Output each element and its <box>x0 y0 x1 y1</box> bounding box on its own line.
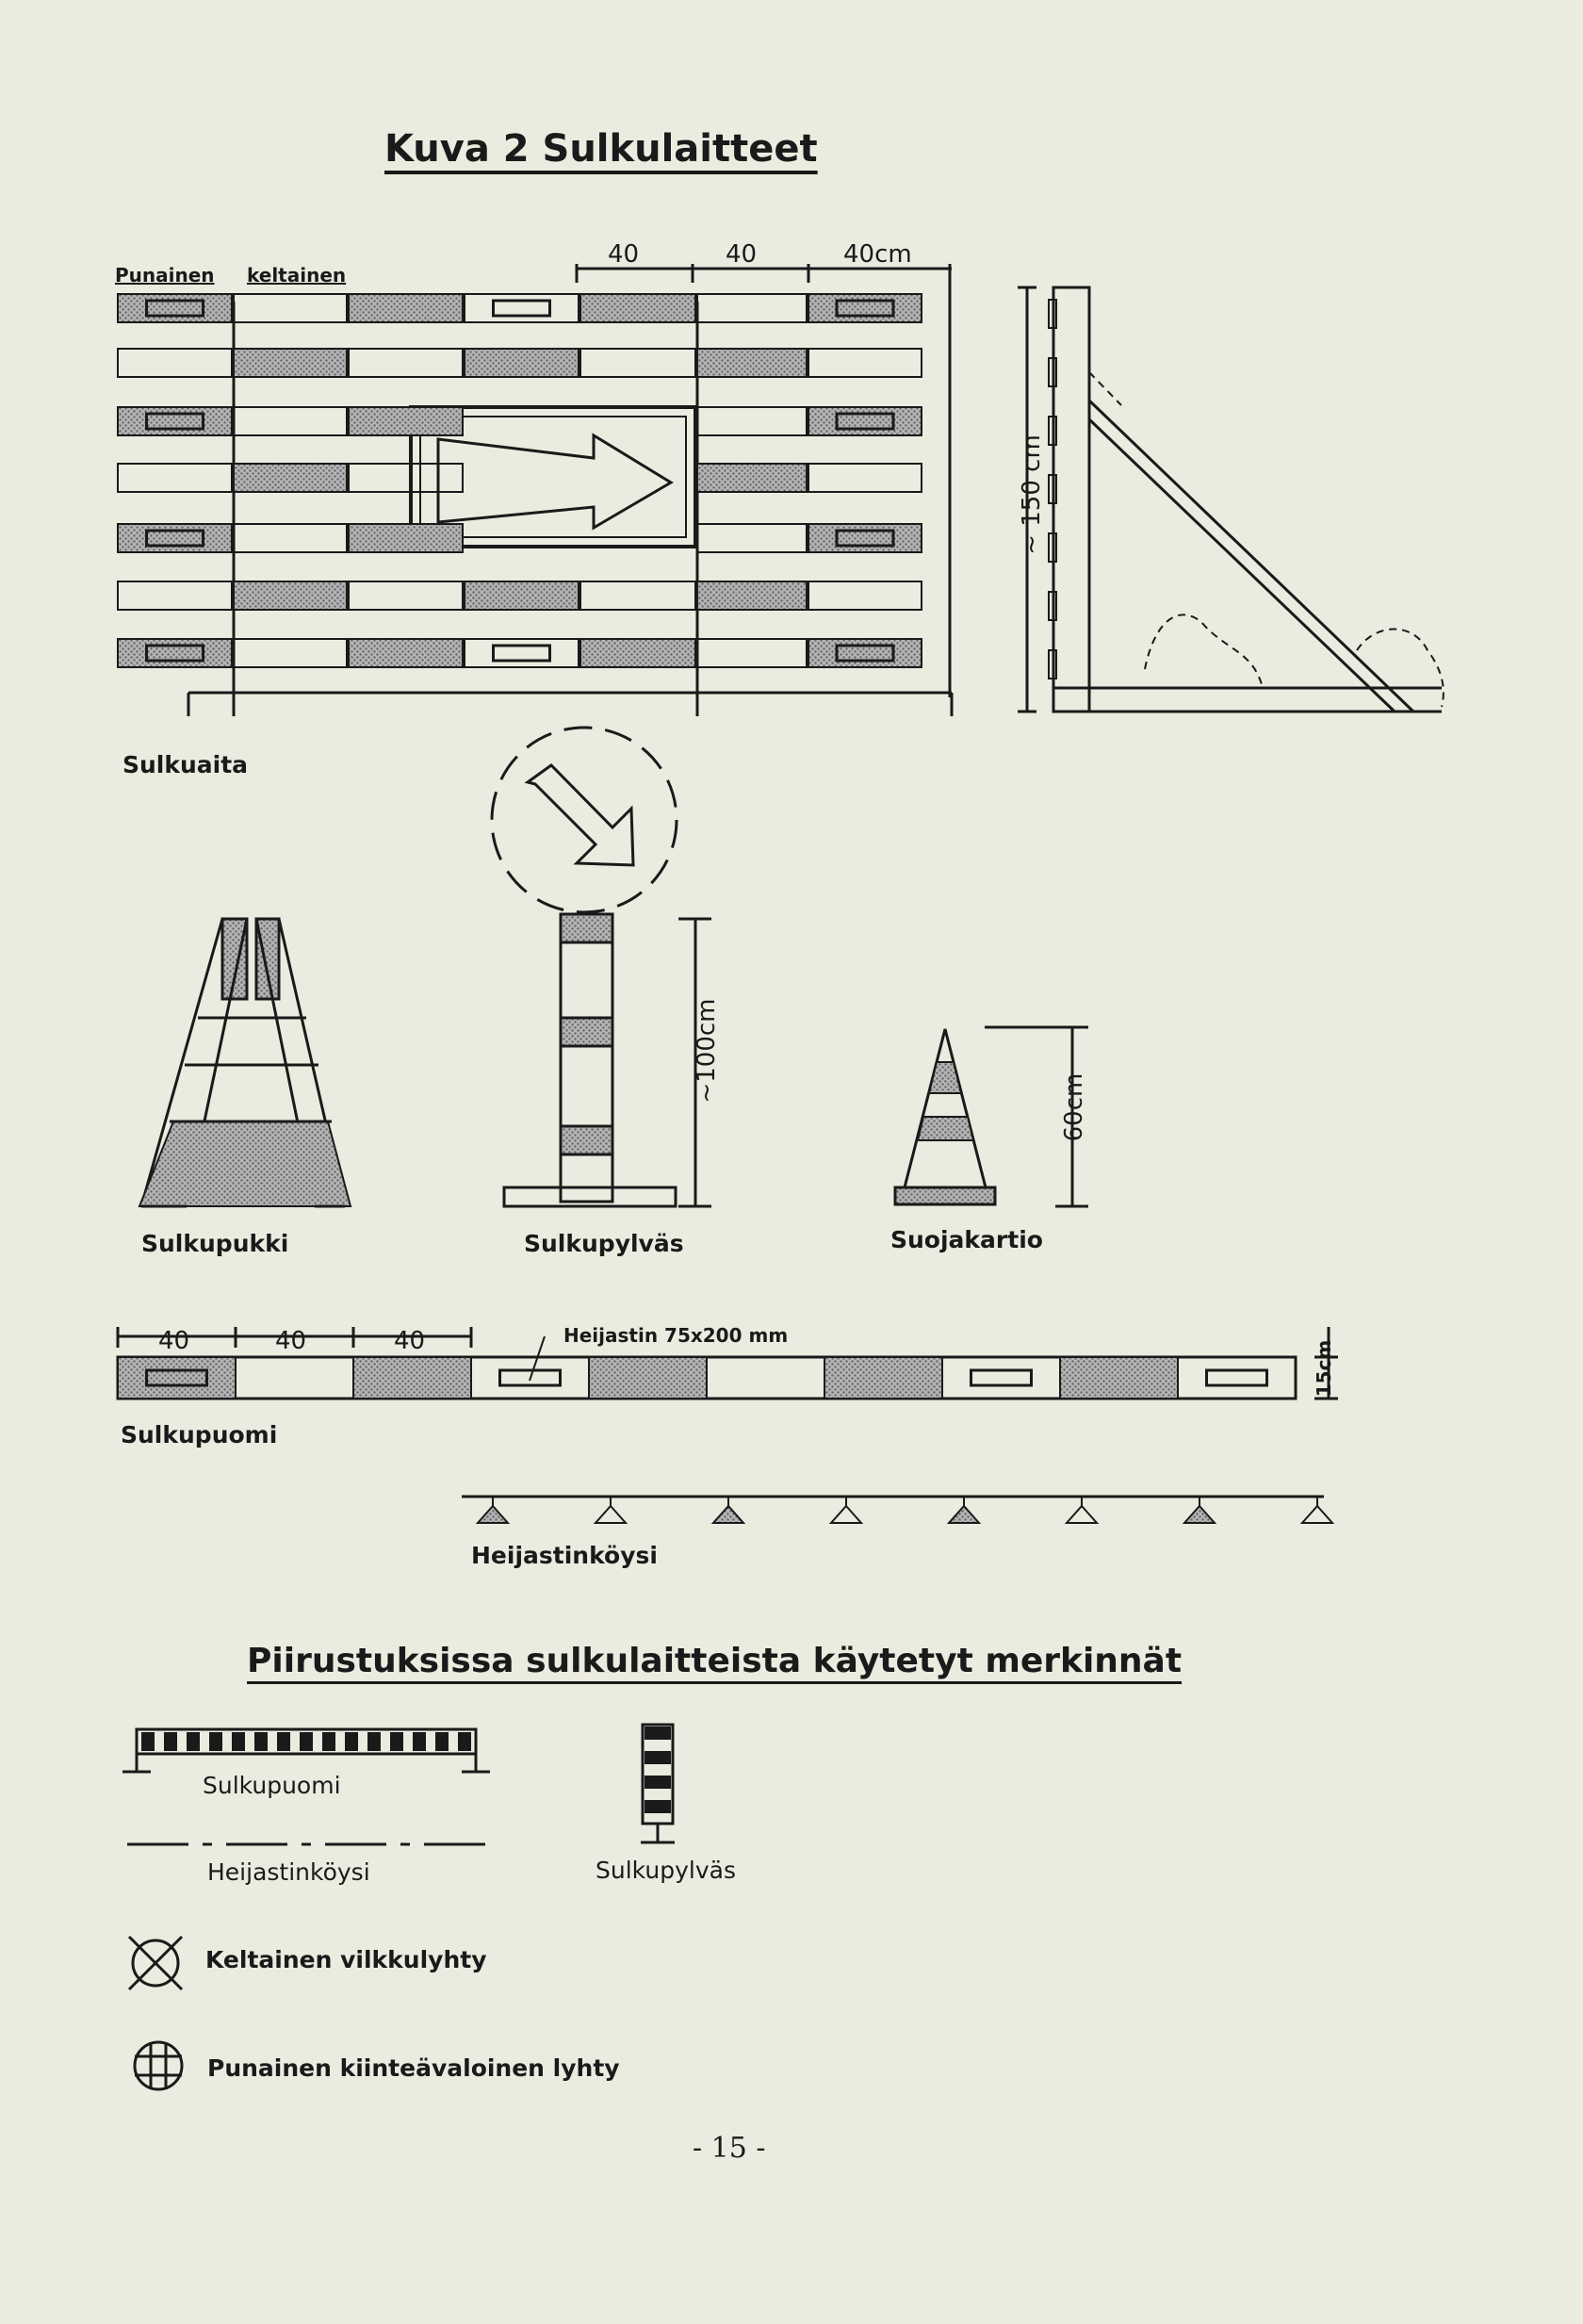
fence-board <box>118 639 232 667</box>
fence-board <box>580 639 695 667</box>
sulkupukki-label: Sulkupukki <box>141 1230 289 1257</box>
legend-beam-block <box>345 1732 358 1751</box>
figure-title: Kuva 2 Sulkulaitteet <box>384 127 818 171</box>
legend-sulkupylvas-label: Sulkupylväs <box>596 1857 736 1884</box>
legend-sulkupylvas-blocks <box>645 1727 671 1813</box>
heijastinkoysi-label: Heijastinköysi <box>471 1542 658 1569</box>
sulkupuomi-segment <box>1060 1357 1178 1399</box>
sulkupuomi-segment <box>1178 1357 1296 1399</box>
sulkupuomi-segment <box>353 1357 471 1399</box>
legend-sulkupuomi-blocks <box>141 1732 471 1751</box>
fence-board <box>118 349 232 377</box>
fence-board <box>118 464 232 492</box>
legend-post-block <box>645 1776 671 1789</box>
sulkupylvas-height-label: ~100cm <box>693 998 721 1104</box>
fence-board <box>465 581 579 610</box>
fence-board <box>234 581 347 610</box>
fence-dim-3: 40cm <box>843 240 912 269</box>
fence-board <box>808 639 922 667</box>
sulkupylvas-post <box>492 728 711 1206</box>
fence-board <box>465 294 579 322</box>
legend-beam-block <box>164 1732 177 1751</box>
legend-post-block <box>645 1751 671 1764</box>
fence-board <box>697 349 807 377</box>
fence-board <box>234 464 347 492</box>
fence-board <box>234 524 347 552</box>
rope-reflector-triangle <box>596 1506 626 1523</box>
fence-reflector <box>494 301 550 316</box>
legend-beam-block <box>435 1732 449 1751</box>
fence-board <box>808 407 922 435</box>
rope-reflector-triangle <box>1302 1506 1332 1523</box>
sandbag-icon <box>1145 614 1263 688</box>
legend-beam-block <box>390 1732 403 1751</box>
legend-beam-block <box>209 1732 222 1751</box>
legend-heijastinkoysi-label: Heijastinköysi <box>207 1858 370 1886</box>
fence-board <box>349 639 463 667</box>
rope-reflector-triangle <box>713 1506 743 1523</box>
fence-board <box>808 524 922 552</box>
fence-board <box>580 294 695 322</box>
sulkupuomi-segment <box>118 1357 236 1399</box>
fence-board <box>808 581 922 610</box>
fence-board <box>234 639 347 667</box>
fence-board <box>808 349 922 377</box>
legend-keltainen-vilkkulyhty-label: Keltainen vilkkulyhty <box>205 1946 487 1973</box>
legend-title: Piirustuksissa sulkulaitteista käytetyt merkinnät <box>247 1642 1183 1680</box>
rope-reflector-triangle <box>949 1506 979 1523</box>
rope-reflector-triangle <box>1067 1506 1097 1523</box>
sulkupuomi-reflector-label: Heijastin 75x200 mm <box>563 1324 789 1347</box>
sulkupuomi-dim-3: 40 <box>394 1327 426 1355</box>
page-number: - 15 - <box>693 2132 766 2165</box>
flashing-lamp-circle <box>492 728 677 912</box>
legend-beam-block <box>413 1732 426 1751</box>
fence-dim-2: 40 <box>726 240 758 269</box>
sulkupukki-sawhorse <box>139 919 351 1206</box>
fence-color-label-red: Punainen <box>115 264 215 286</box>
fence-board <box>234 407 347 435</box>
fence-board <box>697 294 807 322</box>
legend-beam-block <box>277 1732 290 1751</box>
fence-reflector <box>494 646 550 661</box>
legend-sulkupuomi-label: Sulkupuomi <box>203 1772 341 1799</box>
suojakartio-height-label: 60cm <box>1060 1072 1088 1142</box>
legend-beam-block <box>322 1732 335 1751</box>
sulkupylvas-label: Sulkupylväs <box>524 1230 684 1257</box>
fence-board <box>808 464 922 492</box>
legend-beam-block <box>232 1732 245 1751</box>
fence-board <box>118 524 232 552</box>
fence-board <box>234 349 347 377</box>
fence-board <box>808 294 922 322</box>
legend-beam-block <box>141 1732 155 1751</box>
suojakartio-label: Suojakartio <box>890 1226 1043 1253</box>
legend-beam-block <box>367 1732 381 1751</box>
sulkupuomi-dim-2: 40 <box>275 1327 307 1355</box>
sulkupuomi-segments <box>118 1357 1296 1399</box>
sulkupuomi-segment <box>707 1357 824 1399</box>
fence-board <box>349 581 463 610</box>
fence-side-brace <box>1089 401 1413 712</box>
fence-board <box>465 349 579 377</box>
fence-board <box>118 294 232 322</box>
fence-board <box>349 407 463 435</box>
sulkupuomi-dim-1: 40 <box>158 1327 190 1355</box>
fence-board <box>349 294 463 322</box>
heijastinkoysi-reflectors <box>478 1497 1332 1523</box>
sulkupuomi-label: Sulkupuomi <box>121 1421 278 1448</box>
legend-beam-block <box>254 1732 268 1751</box>
sulkupuomi-segment <box>942 1357 1060 1399</box>
fence-board <box>697 639 807 667</box>
fence-board <box>349 349 463 377</box>
arrow-diagonal-icon <box>528 765 633 865</box>
fence-board <box>697 407 807 435</box>
sulkupuomi-segment <box>589 1357 707 1399</box>
fence-board <box>697 581 807 610</box>
rope-reflector-triangle <box>831 1506 861 1523</box>
fence-side-view <box>1053 287 1089 712</box>
rope-reflector-triangle <box>478 1506 508 1523</box>
legend-beam-block <box>187 1732 200 1751</box>
legend-post-block <box>645 1727 671 1740</box>
legend-beam-block <box>300 1732 313 1751</box>
fence-board <box>697 524 807 552</box>
sulkupuomi-reflector <box>1207 1370 1267 1385</box>
sulkuaita-label: Sulkuaita <box>122 751 249 778</box>
fence-dim-1: 40 <box>608 240 640 269</box>
fence-board <box>697 464 807 492</box>
punainen-lyhty-icon <box>135 2042 182 2089</box>
sulkupuomi-reflector <box>971 1370 1032 1385</box>
legend-punainen-lyhty-label: Punainen kiinteävaloinen lyhty <box>207 2054 620 2082</box>
fence-board <box>580 581 695 610</box>
fence-height-label: ~ 150 cm <box>1018 434 1046 555</box>
legend-post-block <box>645 1800 671 1813</box>
sulkupuomi-height-label: 15cm <box>1313 1339 1335 1398</box>
fence-board <box>580 349 695 377</box>
sulkupuomi-segment <box>824 1357 942 1399</box>
fence-board <box>234 294 347 322</box>
sulkupuomi-segment <box>236 1357 353 1399</box>
fence-board <box>118 581 232 610</box>
fence-board <box>349 524 463 552</box>
fence-board <box>118 407 232 435</box>
fence-board <box>465 639 579 667</box>
legend-beam-block <box>458 1732 471 1751</box>
fence-color-label-yellow: keltainen <box>247 264 347 286</box>
rope-reflector-triangle <box>1184 1506 1215 1523</box>
